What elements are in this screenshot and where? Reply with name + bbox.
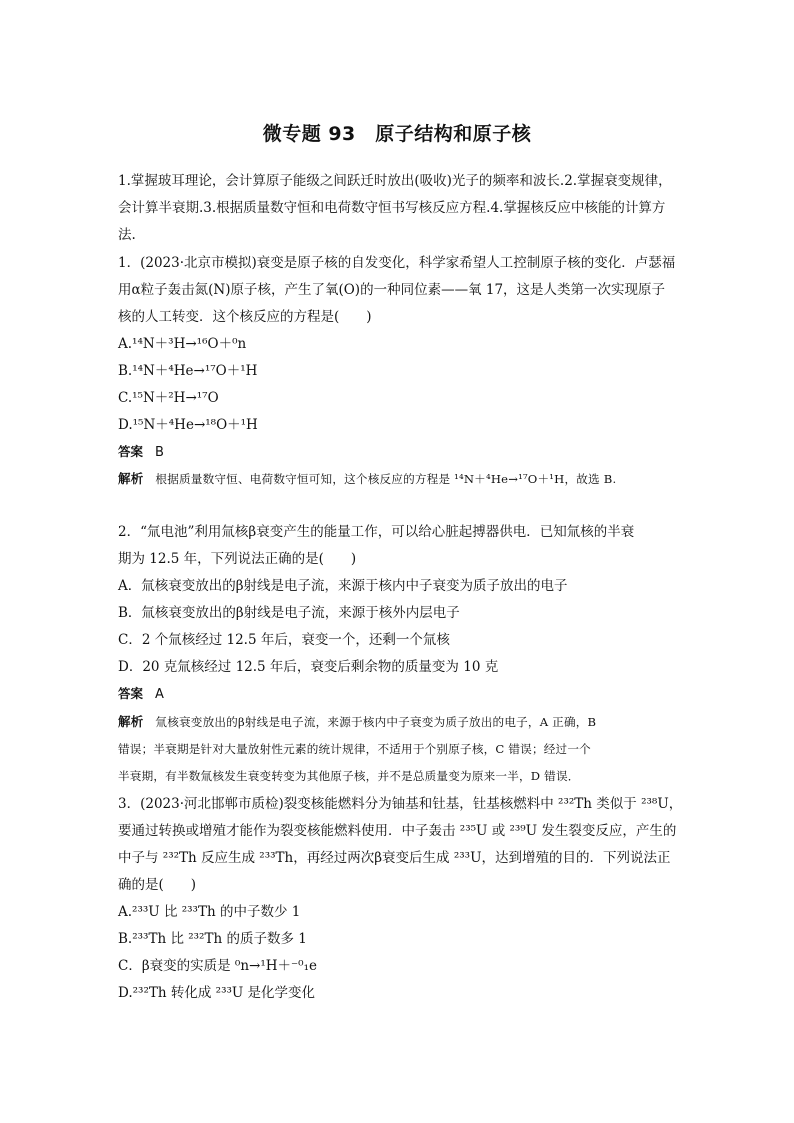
question-2-stem: 2．“氚电池”利用氚核β衰变产生的能量工作，可以给心脏起搏器供电．已知氚核的半衰	[118, 524, 635, 540]
question-3-stem: 中子与 ²³²Th 反应生成 ²³³Th，再经过两次β衰变后生成 ²³³U，达到增殖的目的．下列说法正	[118, 850, 671, 866]
question-3-stem: 要通过转换或增殖才能作为裂变核能燃料使用．中子轰击 ²³⁵U 或 ²³⁹U 发生裂变反应，产生的	[118, 823, 677, 839]
question-2-option-b: B．氚核衰变放出的β射线是电子流，来源于核外内层电子	[118, 605, 460, 621]
explain-label: 解析	[118, 471, 144, 486]
question-1-stem: 用α粒子轰击氮(N)原子核，产生了氧(O)的一种同位素——氧 17，这是人类第一次实现原子	[118, 282, 666, 298]
question-1-option-b: B.¹⁴N＋⁴He→¹⁷O＋¹H	[118, 363, 258, 379]
intro-line: 法.	[118, 227, 136, 243]
explain-text: 根据质量数守恒、电荷数守恒可知，这个核反应的方程是 ¹⁴N＋⁴He→¹⁷O＋¹H，故选 B.	[155, 472, 617, 486]
question-2-explanation	[118, 713, 596, 731]
question-3-option-c: C．β衰变的实质是 ⁰n→¹H＋⁻⁰₁e	[118, 958, 317, 974]
question-3-option-d: D.²³²Th 转化成 ²³³U 是化学变化	[118, 985, 316, 1001]
question-2-answer	[118, 685, 164, 704]
question-2-option-d: D．20 克氚核经过 12.5 年后，衰变后剩余物的质量变为 10 克	[118, 659, 499, 675]
question-1-stem: 核的人工转变．这个核反应的方程是( )	[118, 309, 372, 325]
question-2-explanation: 错误；半衰期是针对大量放射性元素的统计规律，不适用于个别原子核，C 错误；经过一个	[118, 742, 591, 756]
question-3-stem: 确的是( )	[118, 877, 197, 893]
intro-line: 1.掌握玻耳理论，会计算原子能级之间跃迁时放出(吸收)光子的频率和波长.2.掌握衰变规律，	[118, 173, 672, 189]
question-1-stem: 1．(2023·北京市模拟)衰变是原子核的自发变化，科学家希望人工控制原子核的变化．卢瑟福	[118, 255, 676, 271]
answer-label: 答案	[118, 444, 144, 459]
question-2-option-c: C．2 个氚核经过 12.5 年后，衰变一个，还剩一个氚核	[118, 632, 450, 648]
question-1-option-a: A.¹⁴N＋³H→¹⁶O＋⁰n	[118, 336, 247, 352]
question-1-option-d: D.¹⁵N＋⁴He→¹⁸O＋¹H	[118, 417, 258, 433]
question-1-answer	[118, 443, 164, 462]
intro-line: 会计算半衰期.3.根据质量数守恒和电荷数守恒书写核反应方程.4.掌握核反应中核能的计算方	[118, 200, 666, 216]
question-1-explanation	[118, 470, 616, 488]
question-1-option-c: C.¹⁵N＋²H→¹⁷O	[118, 390, 219, 406]
explain-text: 氚核衰变放出的β射线是电子流，来源于核内中子衰变为质子放出的电子，A 正确，B	[155, 715, 597, 729]
question-3-option-b: B.²³³Th 比 ²³²Th 的质子数多 1	[118, 931, 307, 947]
answer-value: B	[155, 445, 164, 460]
question-2-stem: 期为 12.5 年，下列说法正确的是( )	[118, 551, 357, 567]
question-2-option-a: A．氚核衰变放出的β射线是电子流，来源于核内中子衰变为质子放出的电子	[118, 578, 568, 594]
page-title: 微专题 93 原子结构和原子核	[262, 123, 532, 145]
answer-label: 答案	[118, 686, 144, 701]
question-2-explanation: 半衰期，有半数氚核发生衰变转变为其他原子核，并不是总质量变为原来一半，D 错误．	[118, 769, 580, 783]
explain-label: 解析	[118, 714, 144, 729]
question-3-stem: 3．(2023·河北邯郸市质检)裂变核能燃料分为铀基和钍基，钍基核燃料中 ²³²Th 类似于 ²³⁸U，	[118, 796, 683, 812]
answer-value: A	[155, 687, 164, 702]
question-3-option-a: A.²³³U 比 ²³³Th 的中子数少 1	[118, 904, 301, 920]
